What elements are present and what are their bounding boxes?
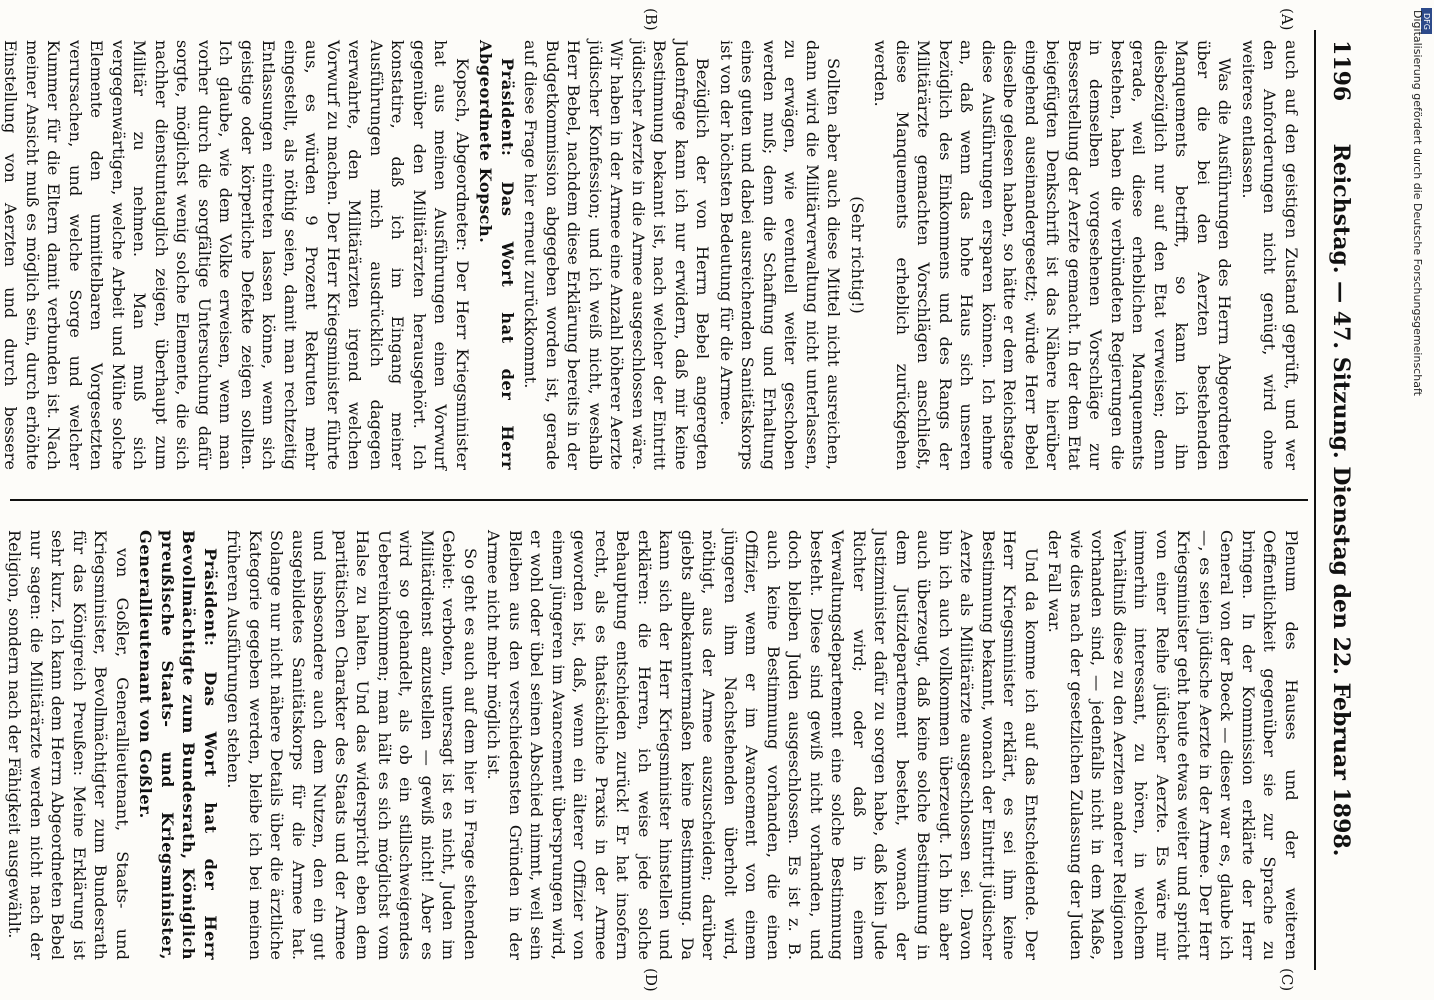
left-column [1, 40, 1302, 470]
margin-marker-b: (B) [642, 8, 660, 31]
margin-marker-d: (D) [642, 968, 660, 992]
speaker-line: Präsident: Das Wort hat der Herr Abgeordnete Kopsch. [476, 40, 517, 470]
margin-marker-c: (C) [1278, 968, 1296, 992]
right-column [5, 530, 1302, 960]
header-rule [1314, 30, 1316, 970]
paragraph: So geht es auch auf dem hier in Frage stehenden Gebiet: verboten, untersagt ist es nicht, Juden im Militärdienst anzustellen — gewiß nicht! Aber es wird so gehandelt, als ob ein stillschweigendes Uebereinkommen; man hält es sich möglichst vom Halse zu halten. Und das widerspricht eben dem paritätischen Charakter des Staats und der Armee und insbesondere auch dem Nutzen, den ein gut ausgebildetes Sanitätskorps für die Armee hat. Solange nur nicht nähere Details über die ärztliche Kategorie gegeben werden, bleibe ich bei meinen früheren Ausführungen stehen. [224, 530, 480, 960]
interjection: (Sehr richtig!) [848, 196, 867, 314]
interjection [0, 530, 2, 960]
page-title: Reichstag. — 47. Sitzung. Dienstag den 22. Februar 1898. [1328, 143, 1354, 857]
page-header [1320, 0, 1354, 1000]
paragraph: Sollten aber auch diese Mittel nicht ausreichen, dann wird die Militärverwaltung nicht unterlassen, zu erwägen, wie eventuell weiter geschoben werden muß; denn die Schaffung und Erhaltung eines guten und dabei ausreichenden Sanitätskorps ist von der höchsten Bedeutung für die Armee. [717, 40, 844, 470]
dfg-logo: DFG [1421, 8, 1432, 34]
paragraph: auch auf den geistigen Zustand geprüft, und wer den Anforderungen nicht genügt, wird ohne weiteres entlassen. [1239, 40, 1301, 470]
paragraph: Und da komme ich auf das Entscheidende. Der Herr Kriegsminister erklärt, es sei ihm keine Bestimmung bekannt, wonach der Eintritt jüdischer Aerzte als Militärärzte ausgeschlossen sei. Davon bin ich auch vollkommen überzeugt. Ich bin aber auch überzeugt, daß keine solche Bestimmung in dem Justizdepartement besteht, wonach der Justizminister dafür zu sorgen habe, daß kein Jude Richter wird; oder daß in einem Verwaltungsdepartement eine solche Bestimmung besteht. Diese sind gewiß nicht vorhanden, und doch bleiben Juden ausgeschlossen. Es ist z. B. auch keine Bestimmung vorhanden, die einen Offizier, wenn er im Avancement von einem jüngeren ihm Nachstehenden überholt wird, nöthigt, aus der Armee auszuscheiden; darüber giebts allbekanntermaßen keine Bestimmung. Da kann sich der Herr Kriegsminister hinstellen und erklären: die Herren, ich weise jede solche Behauptung entschieden zurück! Er hat insofern recht, als es thatsächliche Praxis in der Armee geworden ist, daß, wenn ein älterer Offizier von einem jüngeren im Avancement übersprungen wird, er wohl oder übel seinen Abschied nimmt, weil sein Bleiben aus den verschiedensten Gründen in der Armee nicht mehr möglich ist. [484, 530, 1041, 960]
paragraph: von Goßler, Generallieutenant, Staats- und Kriegsminister, Bevollmächtigter zum Bundesrath für das Königreich Preußen: Meine Erklärung ist sehr kurz. Ich kann dem Herrn Abgeordneten Bebel nur sagen: die Militärärzte werden nicht nach der Religion, sondern nach der Fähigkeit ausgewählt. [5, 530, 132, 960]
speaker-line: Präsident: Das Wort hat der Herr Bevollmächtigte zum Bundesrath, Königlich preußische Staats- und Kriegsminister, Generallieutenant von Goßler. [136, 530, 220, 960]
digitization-note: Digitalisierung gefördert durch die Deutsche Forschungsgemeinschaft [1411, 10, 1424, 396]
paragraph: Bezüglich der von Herrn Bebel angeregten Judenfrage kann ich nur erwidern, daß mir keine Bestimmung bekannt ist, nach welcher der Eintritt jüdischer Aerzte in die Armee ausgeschlossen wäre. Wir haben in der Armee eine Anzahl höherer Aerzte jüdischer Konfession; und ich weiß nicht, weshalb Herr Bebel, nachdem diese Erklärung bereits in der Budgetkommission abgegeben worden ist, gerade auf diese Frage hier erneut zurückkommt. [521, 40, 713, 470]
column-divider [10, 499, 1308, 501]
paragraph: Plenum des Hauses und der weiteren Oeffentlichkeit gegenüber sie zur Sprache zu bringen. In der Kommission erklärte der Herr General von der Boeck — dieser war es, glaube ich —, es seien jüdische Aerzte in der Armee. Der Herr Kriegsminister geht heute etwas weiter und spricht von einer Reihe jüdischer Aerzte. Es wäre mir immerhin interessant, zu hören, in welchem Verhältniß diese zu den Aerzten anderer Religionen vorhanden sind, — jedenfalls nicht in dem Maße, wie dies nach der gesetzlichen Zulassung der Juden der Fall war. [1045, 530, 1301, 960]
paragraph: Was die Ausführungen des Herrn Abgeordneten über die bei den Aerzten bestehenden Manquements betrifft, so kann ich ihn diesbezüglich nur auf den Etat verweisen; denn gerade, weil diese erheblichen Manquements bestehen, haben die verbündeten Regierungen die in demselben vorgesehenen Vorschläge zur Besserstellung der Aerzte gemacht. In der dem Etat beigefügten Denkschrift ist das Nähere hierüber eingehend auseinandergesetzt; würde Herr Bebel dieselbe gelesen haben, so hätte er dem Reichstage diese Ausführungen ersparen können. Ich nehme an, daß wenn das hohe Haus sich unseren bezüglich des Einkommens und des Rangs der Militärärzte gemachten Vorschlägen anschließt, diese Manquements erheblich zurückgehen werden. [871, 40, 1235, 470]
margin-marker-a: (A) [1278, 8, 1296, 31]
paragraph: Kopsch, Abgeordneter: Der Herr Kriegsminister hat aus meinen Ausführungen einen Vorwurf gegenüber den Militärärzten herausgehört. Ich konstatire, daß ich im Eingang meiner Ausführungen mich ausdrücklich dagegen verwahrte, den Militärärzten irgend welchen Vorwurf zu machen. Der Herr Kriegsminister führte aus, es würden 9 Prozent Rekruten mehr eingestellt, als nöthig seien, damit man rechtzeitig Entlassungen eintreten lassen könne, wenn sich geistige oder körperliche Defekte zeigen sollten. Ich glaube, wie dem Volke erweisen, wenn man vorher durch die sorgfältige Untersuchung dafür sorgte, möglichst wenig solche Elemente, die sich nachher dienstuntauglich zeigen, überhaupt zum Militär zu nehmen. Man muß sich vergegenwärtigen, welche Arbeit und Mühe solche Elemente den unmittelbaren Vorgesetzten verursachen, und welche Sorge und welcher Kummer für die Eltern damit verbunden ist. Nach meiner Ansicht muß es möglich sein, durch erhöhte Einstellung von Aerzten und durch bessere [1, 40, 472, 470]
page-number: 1196 [1328, 40, 1354, 102]
